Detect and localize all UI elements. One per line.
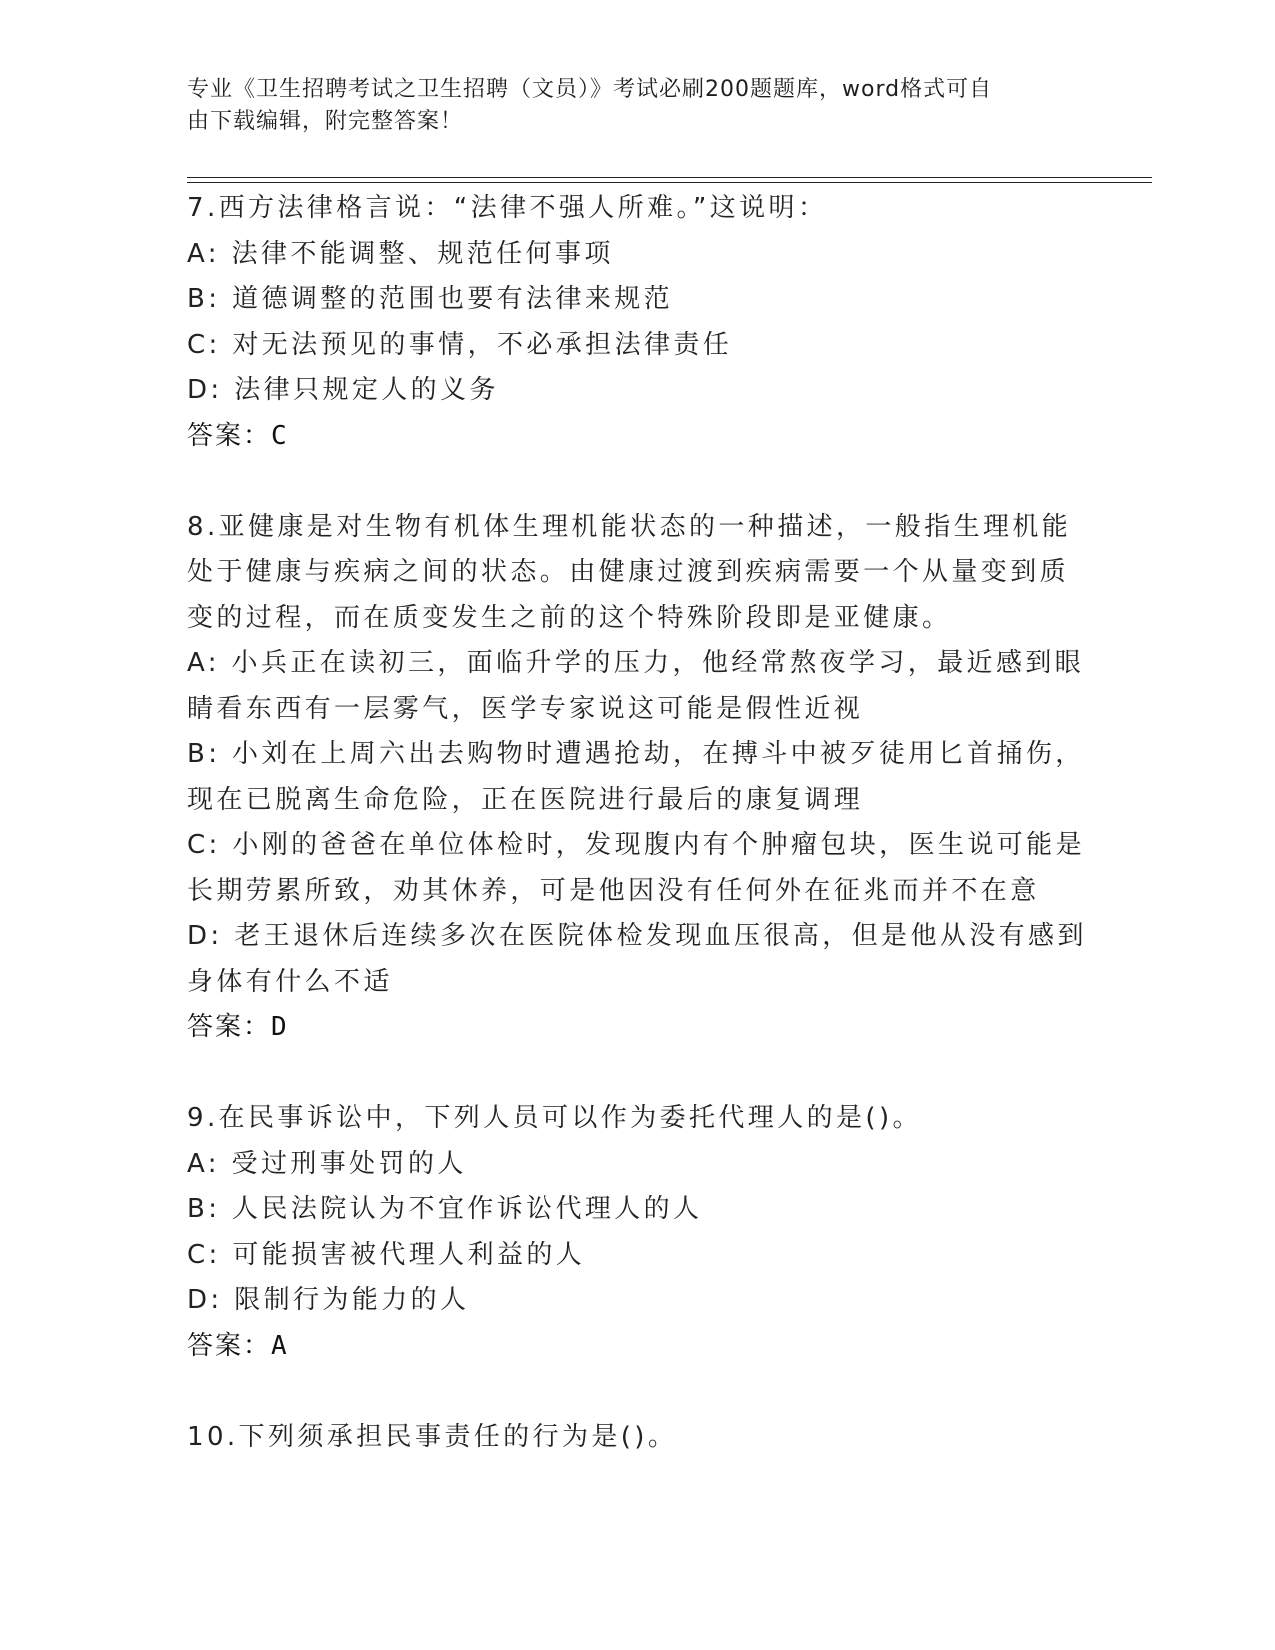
option-b: B: 道德调整的范围也要有法律来规范 xyxy=(187,284,674,314)
question-stem: 10.下列须承担民事责任的行为是()。 xyxy=(187,1421,678,1452)
header-rule-top xyxy=(187,177,1152,178)
question-stem: 处于健康与疾病之间的状态。由健康过渡到疾病需要一个从量变到质 xyxy=(187,557,1070,587)
option-c: C: 对无法预见的事情，不必承担法律责任 xyxy=(187,329,733,360)
answer-line xyxy=(187,414,1087,460)
option-b-continued: 现在已脱离生命危险，正在医院进行最后的康复调理 xyxy=(187,784,864,815)
question-7 xyxy=(187,186,1087,459)
option-d: D: 限制行为能力的人 xyxy=(187,1285,470,1315)
question-stem: 9.在民事诉讼中，下列人员可以作为委托代理人的是()。 xyxy=(187,1103,922,1133)
option-c: C: 小刚的爸爸在单位体检时，发现腹内有个肿瘤包块，医生说可能是 xyxy=(187,830,1085,860)
option-d: D: 法律只规定人的义务 xyxy=(187,375,499,405)
option-d-continued: 身体有什么不适 xyxy=(187,966,393,997)
option-c: C: 可能损害被代理人利益的人 xyxy=(187,1239,586,1270)
spacer xyxy=(187,459,1087,505)
option-a-continued: 睛看东西有一层雾气，医学专家说这可能是假性近视 xyxy=(187,693,864,724)
answer-line xyxy=(187,1324,1087,1370)
document-header xyxy=(187,74,1067,138)
option-b: B: 小刘在上周六出去购物时遭遇抢劫，在搏斗中被歹徒用匕首捅伤， xyxy=(187,739,1085,769)
question-stem: 变的过程，而在质变发生之前的这个特殊阶段即是亚健康。 xyxy=(187,602,952,633)
question-9 xyxy=(187,1096,1087,1369)
option-a: A: 小兵正在读初三，面临升学的压力，他经常熬夜学习，最近感到眼 xyxy=(187,648,1085,678)
option-b: B: 人民法院认为不宜作诉讼代理人的人 xyxy=(187,1194,703,1224)
header-line-2: 由下载编辑，附完整答案！ xyxy=(187,109,464,134)
option-a: A: 受过刑事处罚的人 xyxy=(187,1148,467,1179)
answer-label: 答案： xyxy=(187,1330,272,1361)
answer-label: 答案： xyxy=(187,1012,272,1042)
option-a: A: 法律不能调整、规范任何事项 xyxy=(187,238,614,269)
option-c-continued: 长期劳累所致，劝其休养，可是他因没有任何外在征兆而并不在意 xyxy=(187,875,1040,906)
header-rule-bottom xyxy=(187,182,1152,183)
question-stem: 7.西方法律格言说：“法律不强人所难。”这说明： xyxy=(187,193,828,223)
question-stem: 8.亚健康是对生物有机体生理机能状态的一种描述，一般指生理机能 xyxy=(187,511,1072,542)
spacer xyxy=(187,1051,1087,1097)
header-line-1: 专业《卫生招聘考试之卫生招聘（文员）》考试必刷200题题库，word格式可自 xyxy=(187,77,993,102)
option-d: D: 老王退休后连续多次在医院体检发现血压很高，但是他从没有感到 xyxy=(187,921,1087,951)
answer-line xyxy=(187,1005,1087,1051)
answer-value: C xyxy=(271,420,287,451)
question-list xyxy=(187,186,1087,1460)
spacer xyxy=(187,1369,1087,1415)
answer-label: 答案： xyxy=(187,420,272,451)
question-8 xyxy=(187,505,1087,1051)
answer-value: D xyxy=(271,1012,287,1042)
question-10 xyxy=(187,1415,1087,1461)
answer-value: A xyxy=(271,1330,287,1361)
